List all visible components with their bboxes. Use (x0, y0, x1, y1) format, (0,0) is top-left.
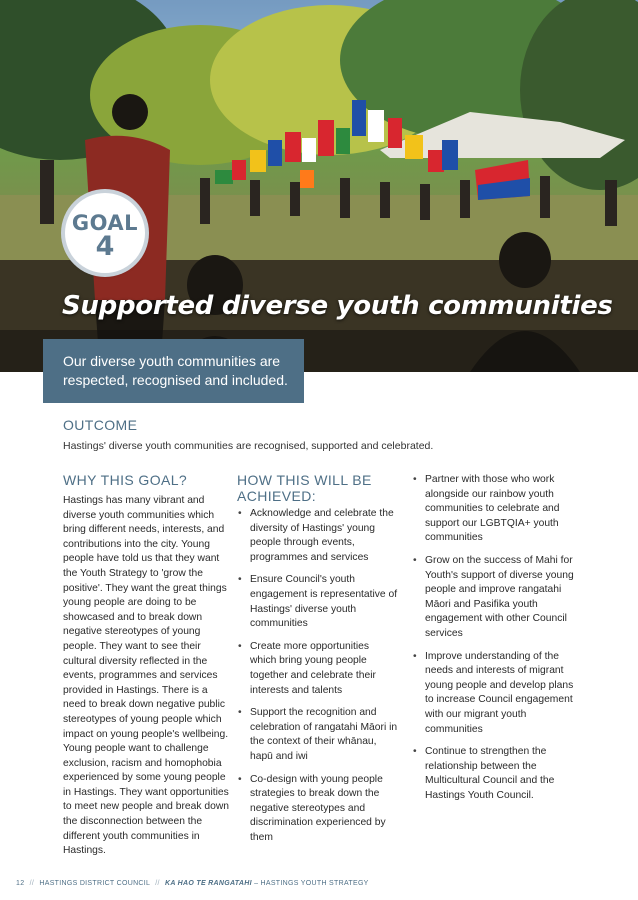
list-item: • Create more opportunities which bring young people together and celebrate their interests and talents (238, 640, 398, 698)
list-item: • Grow on the success of Mahi for Youth's support of diverse young people and improve rangatahi Māori and Pasifika youth engagement with other Council services (413, 554, 576, 642)
list-item: • Ensure Council's youth engagement is representative of Hastings' diverse youth communities (238, 573, 398, 631)
footer-council: HASTINGS DISTRICT COUNCIL (39, 880, 150, 887)
list-item: • Continue to strengthen the relationship between the Multicultural Council and the Hastings Youth Council. (413, 745, 576, 803)
outcome-text: Hastings' diverse youth communities are recognised, supported and celebrated. (63, 440, 434, 452)
hero-photo (0, 0, 638, 372)
why-heading: WHY THIS GOAL? (63, 472, 188, 488)
more-actions-list (413, 473, 576, 811)
list-item: • Co-design with young people strategies to break down the negative stereotypes and discrimination experienced by them (238, 773, 398, 846)
goal-badge-label: GOAL (71, 211, 139, 235)
list-item: • Improve understanding of the needs and interests of migrant young people and develop plans to increase Council engagement with our migrant youth communities (413, 650, 576, 738)
footer-separator: // (29, 880, 35, 887)
footer-strategy-name: KA HAO TE RANGATAHI (164, 880, 252, 887)
footer-separator: // (155, 880, 160, 887)
footer-strategy-suffix: – HASTINGS YOUTH STRATEGY (254, 880, 369, 887)
page-number: 12 (16, 880, 25, 887)
goal-badge (65, 193, 145, 273)
list-item: • Partner with those who work alongside our rainbow youth communities to celebrate and support our LGBTQIA+ youth communities (413, 473, 576, 546)
why-body: Hastings has many vibrant and diverse youth communities which bring different needs, interests, and contributions into the city. Young people have told us that they want the Youth Strategy to 'grow the positive'. They want the great things young people are doing to be showcased and to break down negative stereotypes of young people. They want to see their cultural diversity reflected in the events, programmes and services provided in Hastings. There is a need to break down negative public stereotypes of young people which impact on young people's wellbeing. Young people want to challenge exclusion, racism and homophobia experienced by some young people in Hastings. They want opportunities to meet new people and break down the disconnection between the different youth communities in Hastings. (63, 495, 230, 857)
list-item: • Support the recognition and celebration of rangatahi Māori in the context of their whānau, hapū and iwi (238, 706, 398, 764)
list-item: • Acknowledge and celebrate the diversity of Hastings' young people through events, programmes and services (238, 507, 398, 565)
how-list (238, 507, 398, 853)
page-footer (16, 880, 369, 887)
goal-tagline: Our diverse youth communities are respected, recognised and included. (43, 339, 304, 403)
how-heading: HOW THIS WILL BE ACHIEVED: (237, 472, 372, 504)
outcome-heading: OUTCOME (63, 417, 138, 433)
goal-badge-number: 4 (95, 231, 115, 262)
page-title: Supported diverse youth communities (62, 291, 613, 321)
